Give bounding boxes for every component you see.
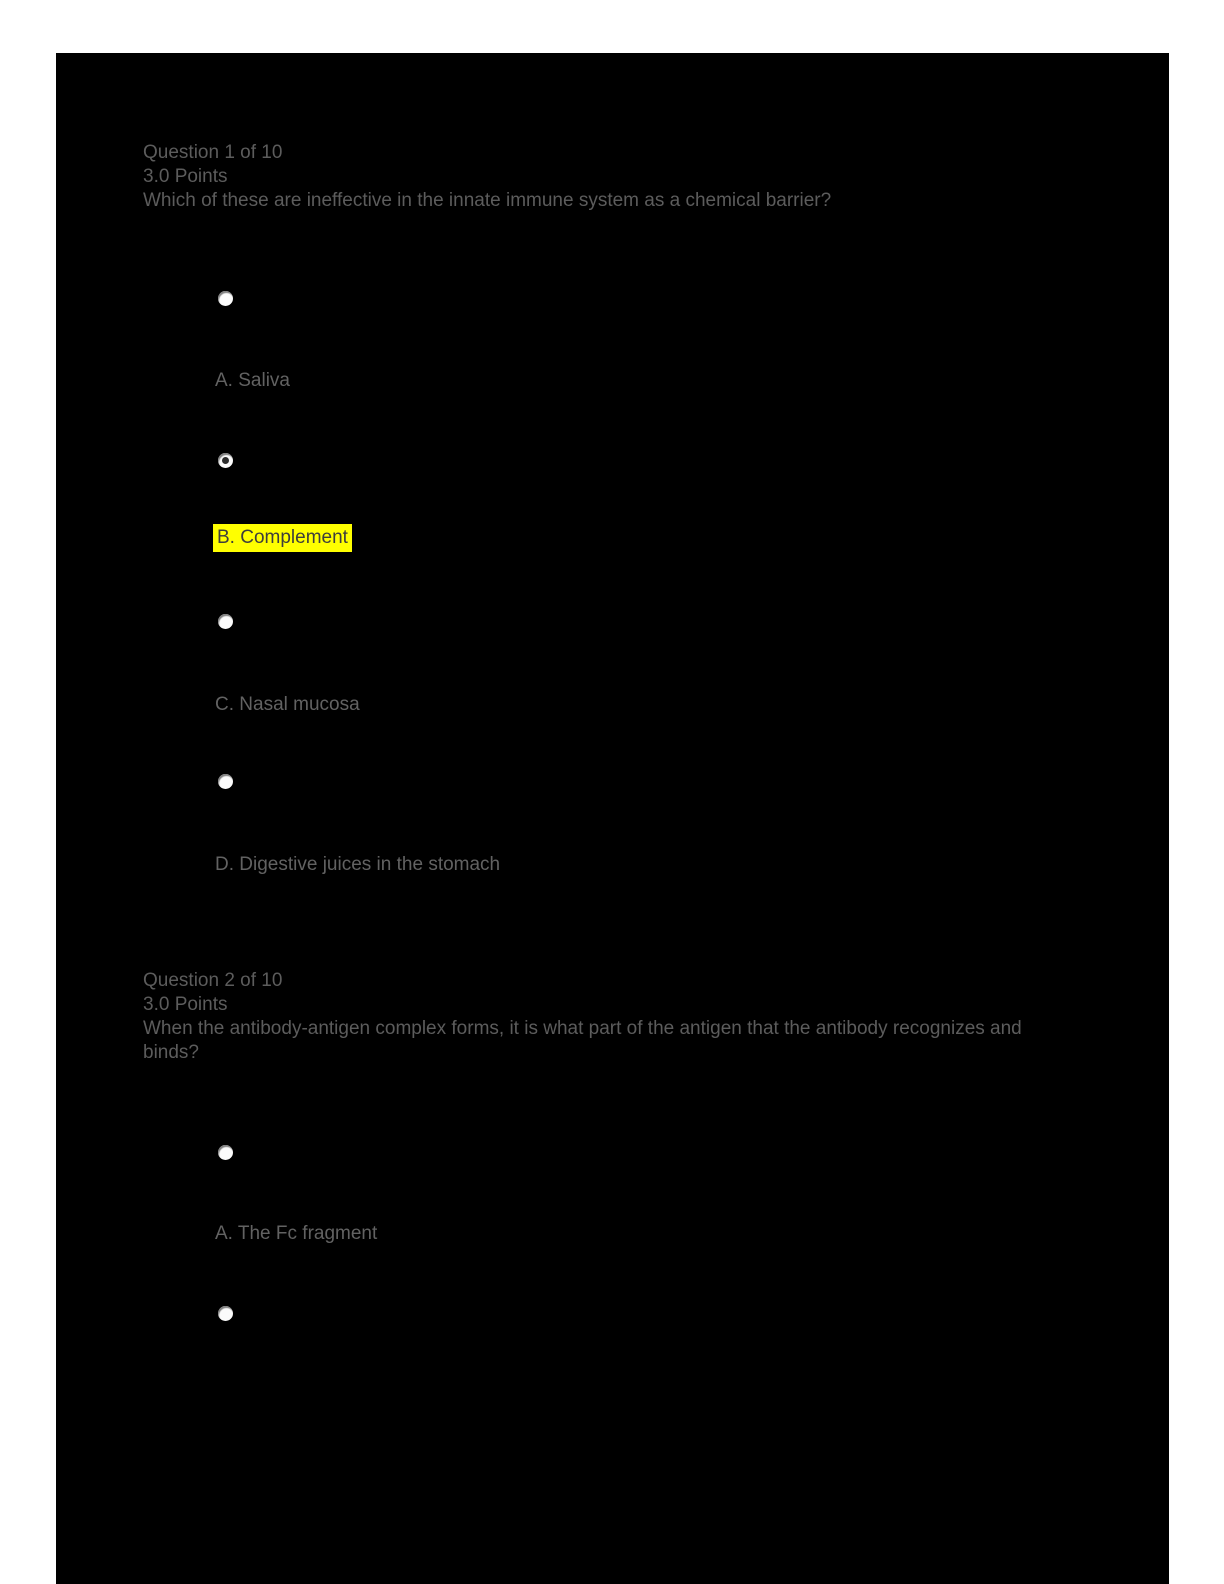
question-1-option-a-radio[interactable] — [218, 291, 233, 306]
question-1-option-d-label: D. Digestive juices in the stomach — [215, 854, 501, 875]
question-1-header — [143, 141, 831, 213]
question-2-points: 3.0 Points — [143, 994, 228, 1015]
question-1-option-c-radio[interactable] — [218, 614, 233, 629]
question-1-option-c-label: C. Nasal mucosa — [215, 694, 360, 715]
question-1-option-b-label: B. Complement — [213, 524, 352, 552]
quiz-page — [56, 53, 1169, 1584]
question-1-option-b-radio[interactable] — [218, 453, 233, 468]
question-2-header — [143, 969, 1068, 1065]
question-1-text: Which of these are ineffective in the innate immune system as a chemical barrier? — [143, 190, 832, 211]
question-1-number: Question 1 of 10 — [143, 142, 283, 163]
question-1-option-a-label: A. Saliva — [215, 370, 290, 391]
question-2-text: When the antibody-antigen complex forms, it is what part of the antigen that the antibody recognizes and binds? — [143, 1018, 1022, 1063]
question-2-option-b-radio[interactable] — [218, 1306, 233, 1321]
question-2-number: Question 2 of 10 — [143, 970, 283, 991]
question-1-points: 3.0 Points — [143, 166, 228, 187]
question-2-option-a-radio[interactable] — [218, 1145, 233, 1160]
question-2-option-a-label: A. The Fc fragment — [215, 1223, 378, 1244]
question-1-option-d-radio[interactable] — [218, 774, 233, 789]
